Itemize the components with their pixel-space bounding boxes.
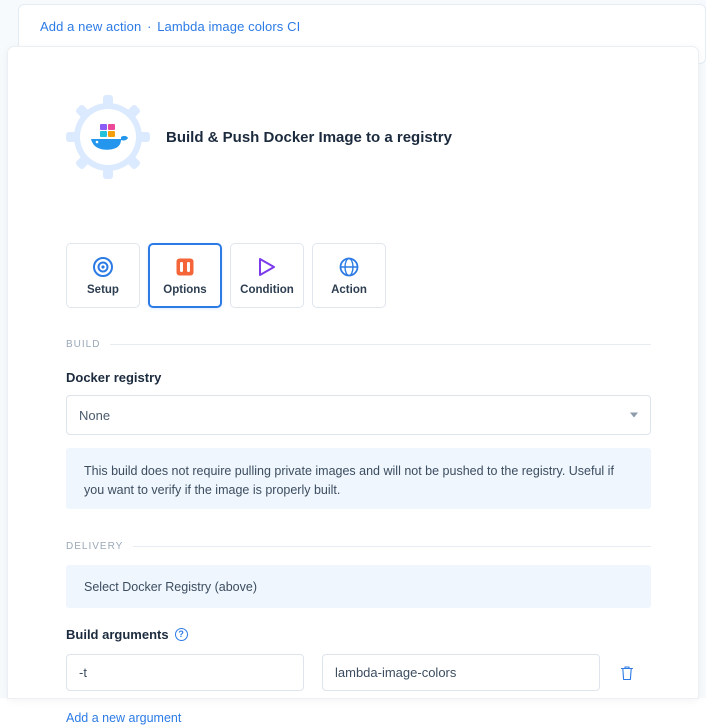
- build-legend-text: BUILD: [66, 339, 101, 350]
- breadcrumb-link-add-new-action[interactable]: Add a new action: [40, 19, 142, 34]
- docker-logo: [66, 95, 150, 179]
- breadcrumb-separator: ·: [147, 19, 152, 34]
- build-arguments-label-text: Build arguments: [66, 627, 169, 642]
- build-arguments-label: [66, 627, 188, 642]
- delivery-legend-rule: [133, 546, 651, 547]
- tab-action[interactable]: [312, 243, 386, 308]
- page-title: Build & Push Docker Image to a registry: [166, 128, 452, 146]
- build-argument-key-input[interactable]: [66, 654, 304, 691]
- tab-condition-label: Condition: [240, 284, 294, 296]
- delivery-legend-text: DELIVERY: [66, 541, 124, 552]
- build-argument-value-input[interactable]: [322, 654, 600, 691]
- tab-setup[interactable]: [66, 243, 140, 308]
- action-config-card: [8, 47, 698, 725]
- build-info-box: [66, 448, 651, 509]
- action-globe-icon: [338, 255, 360, 279]
- docker-registry-select[interactable]: [66, 395, 651, 435]
- trash-icon[interactable]: [618, 663, 636, 683]
- step-tabs: [66, 243, 386, 308]
- help-icon[interactable]: ?: [175, 628, 188, 641]
- tab-condition[interactable]: [230, 243, 304, 308]
- build-argument-row: [66, 654, 651, 691]
- action-header: [66, 95, 452, 179]
- tab-options-label: Options: [163, 284, 207, 296]
- build-section-legend: [66, 339, 651, 350]
- breadcrumb-current-pipeline[interactable]: Lambda image colors CI: [157, 19, 301, 34]
- add-new-argument-link[interactable]: Add a new argument: [66, 711, 182, 725]
- condition-play-icon: [256, 255, 278, 279]
- docker-registry-label: Docker registry: [66, 370, 162, 385]
- tab-action-label: Action: [331, 284, 367, 296]
- docker-whale-icon: [80, 109, 136, 165]
- delivery-notice: [66, 565, 651, 608]
- tab-setup-label: Setup: [87, 284, 119, 296]
- docker-registry-value: None: [79, 407, 111, 423]
- chevron-down-icon: [630, 413, 638, 418]
- setup-target-icon: [92, 255, 114, 279]
- breadcrumb: [40, 19, 300, 34]
- delivery-notice-text: Select Docker Registry (above): [84, 579, 257, 594]
- build-legend-rule: [110, 344, 651, 345]
- options-sliders-icon: [174, 255, 196, 279]
- tab-options[interactable]: [148, 243, 222, 308]
- delivery-section-legend: [66, 541, 651, 552]
- build-info-text: This build does not require pulling private images and will not be pushed to the registry. Useful if you want to verify if the image is properly built.: [84, 464, 614, 497]
